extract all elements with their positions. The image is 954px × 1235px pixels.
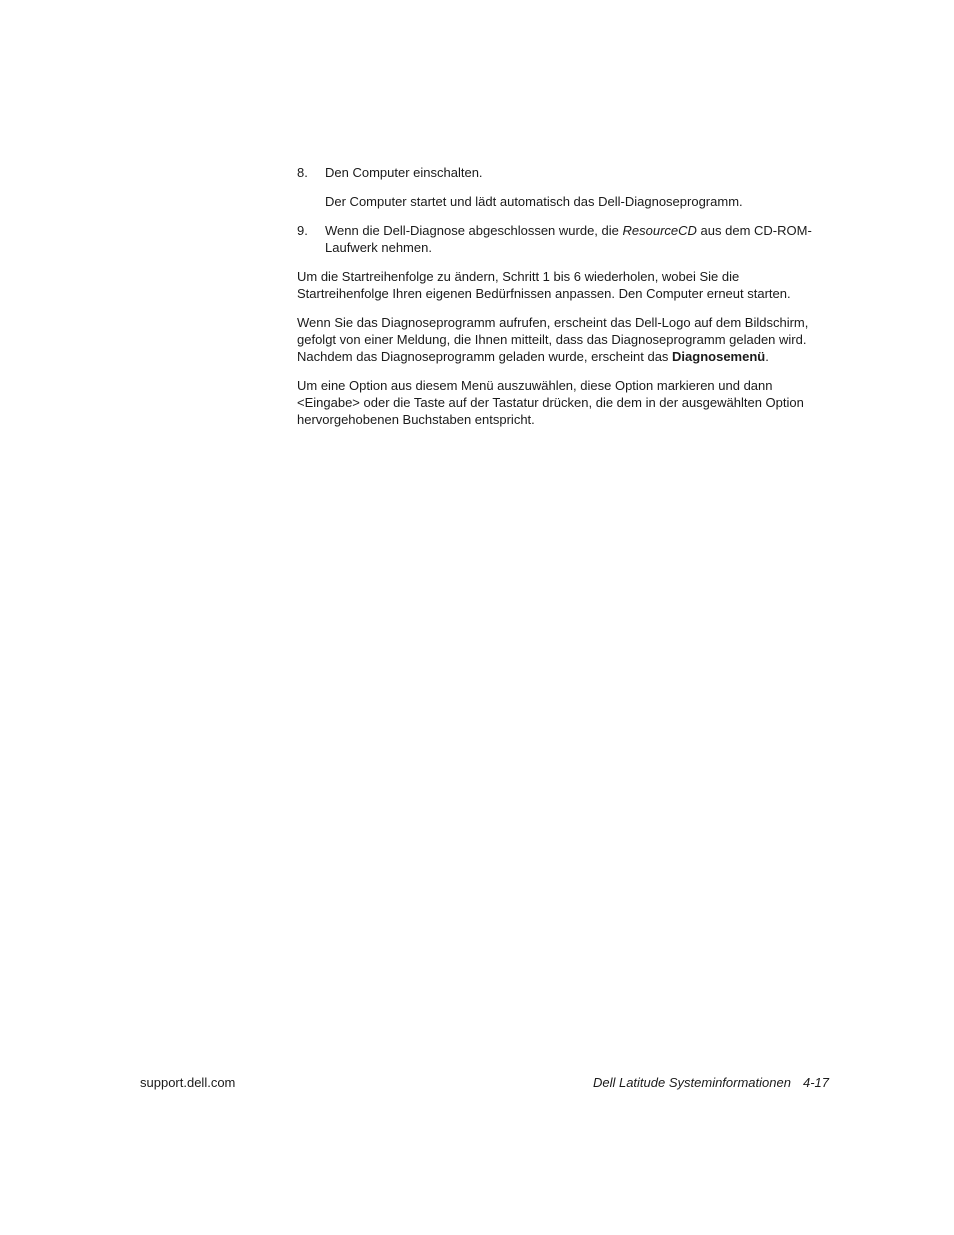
footer-url: support.dell.com [140, 1075, 236, 1090]
step-text: Den Computer einschalten. [325, 165, 483, 180]
step-9 [297, 222, 822, 256]
footer-title [593, 1074, 829, 1091]
paragraph-end: . [765, 349, 769, 364]
menu-name-bold: Diagnosemenü [672, 349, 766, 364]
product-name-italic: ResourceCD [622, 223, 697, 238]
step-text-start: Wenn die Dell-Diagnose abgeschlossen wurde, die [325, 223, 623, 238]
step-note: Der Computer startet und lädt automatisch das Dell-Diagnoseprogramm. [325, 194, 743, 209]
paragraph-text: Wenn Sie das Diagnoseprogramm aufrufen, erscheint das Dell-Logo auf dem Bildschirm, gefolgt von einer Meldung, die Ihnen mitteilt, dass das Diagnoseprogramm geladen wird. Nachdem das Diagnoseprogramm geladen wurde, erscheint das [297, 315, 809, 364]
step-number: 8. [297, 165, 308, 180]
step-text [325, 222, 822, 256]
page-number: 4-17 [802, 1075, 829, 1090]
paragraph-select-option: Um eine Option aus diesem Menü auszuwählen, diese Option markieren und dann <Eingabe> oder die Taste auf der Tastatur drücken, die dem in der ausgewählten Option hervorgehobenen Buchstaben entspricht. [297, 378, 804, 427]
step-number: 9. [297, 223, 308, 238]
paragraph-diagnostics [297, 314, 822, 365]
step-8 [297, 164, 822, 181]
footer-doc-title: Dell Latitude Systeminformationen [592, 1075, 791, 1090]
main-content [297, 164, 822, 440]
paragraph-startup-order: Um die Startreihenfolge zu ändern, Schritt 1 bis 6 wiederholen, wobei Sie die Startreihenfolge Ihren eigenen Bedürfnissen anpassen. Den Computer erneut starten. [297, 269, 791, 301]
step-text-end: aus dem CD-ROM-Laufwerk nehmen. [325, 223, 812, 255]
